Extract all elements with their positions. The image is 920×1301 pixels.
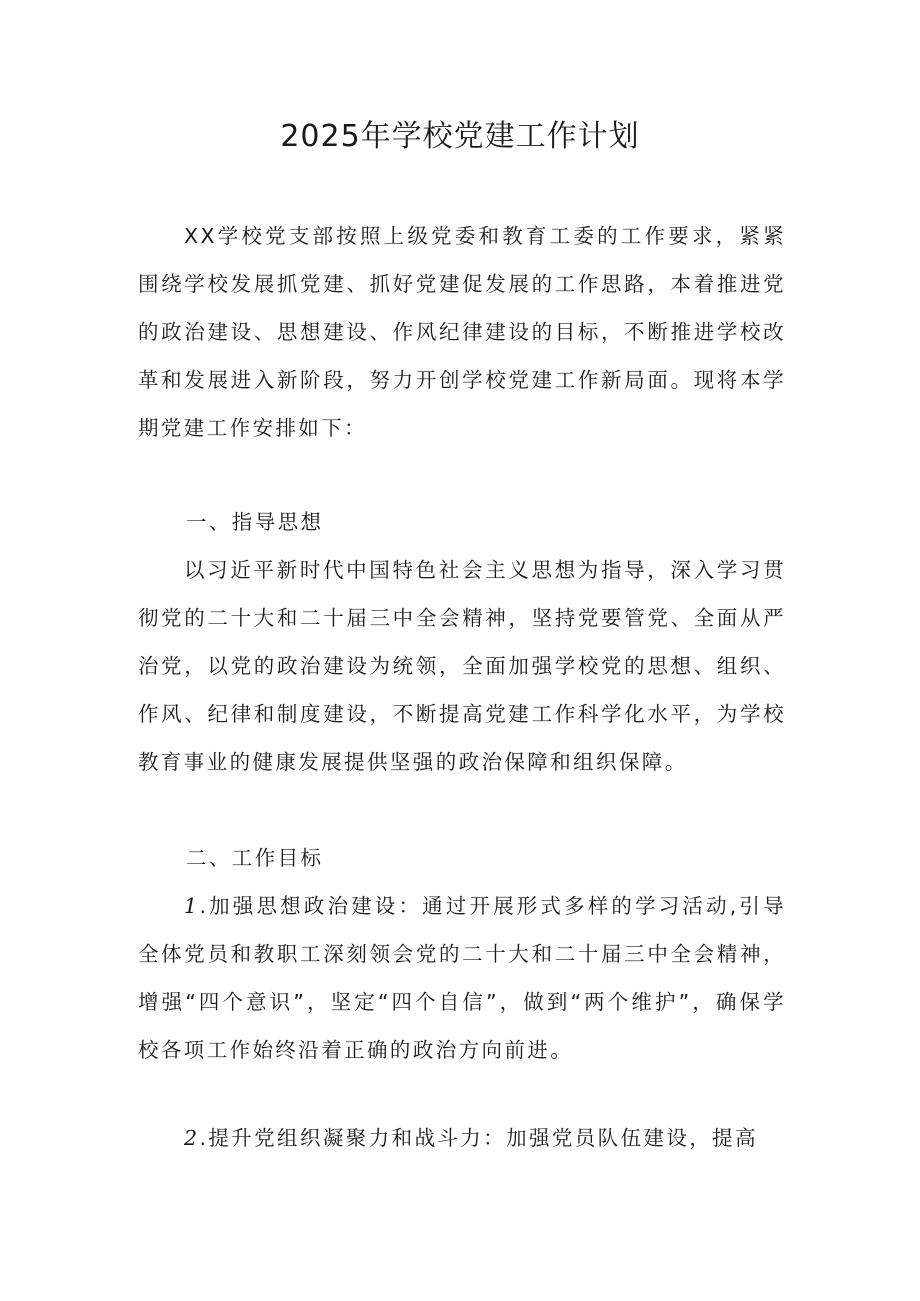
guiding-ideology-paragraph: 以习近平新时代中国特色社会主义思想为指导，深入学习贯彻党的二十大和二十届三中全会精神，坚持党要管党、全面从严治党，以党的政治建设为统领，全面加强学校党的思想、组织、作风、纪律和制度建设，不断提高党建工作科学化水平，为学校教育事业的健康发展提供坚强的政治保障和组织保障。 (138, 558, 786, 774)
section-heading-guiding-ideology: 一、指导思想 (186, 510, 324, 534)
section-heading-work-goals: 二、工作目标 (186, 846, 324, 870)
intro-paragraph: XX学校党支部按照上级党委和教育工委的工作要求，紧紧围绕学校发展抓党建、抓好党建促发展的工作思路，本着推进党的政治建设、思想建设、作风纪律建设的目标，不断推进学校改革和发展进入新阶段，努力开创学校党建工作新局面。现将本学期党建工作安排如下： (138, 224, 786, 440)
goal-item-1-number: 1 (184, 894, 200, 918)
goal-item-2-number: 2 (184, 1126, 200, 1150)
document-title: 2025年学校党建工作计划 (280, 119, 640, 154)
goal-item-2-text: .提升党组织凝聚力和战斗力：加强党员队伍建设，提高 (199, 1126, 758, 1150)
goal-item-1-text: .加强思想政治建设：通过开展形式多样的学习活动,引导全体党员和教职工深刻领会党的二十大和二十届三中全会精神，增强“四个意识”，坚定“四个自信”，做到“两个维护”，确保学校各项工作始终沿着正确的政治方向前进。 (138, 894, 786, 1062)
goal-item-2 (138, 1114, 786, 1162)
goal-item-1 (138, 882, 786, 1074)
